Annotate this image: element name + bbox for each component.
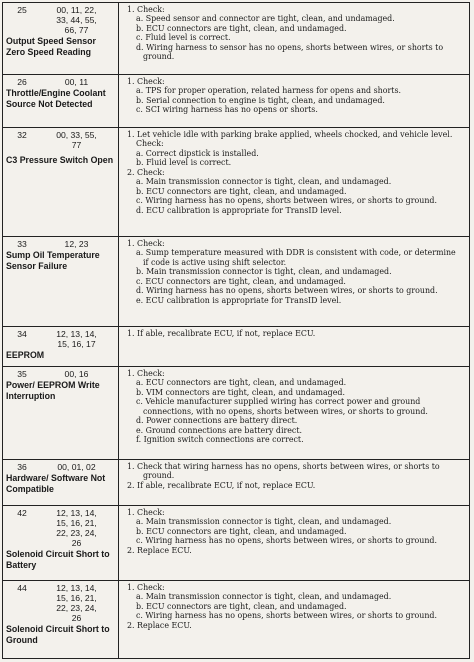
- code-cell: [3, 506, 119, 580]
- procedure-line: 2. If able, recalibrate ECU, if not, replace ECU.: [127, 480, 316, 490]
- procedure-line: 1. Check:: [127, 508, 165, 517]
- code-description: Hardware/ Software Not Compatible: [6, 473, 106, 494]
- procedure-line: b. Main transmission connector is tight, clean, and undamaged.: [136, 267, 392, 277]
- table-row: [3, 581, 469, 658]
- procedure-line: ground.: [143, 471, 175, 481]
- main-code: 34: [17, 329, 27, 339]
- procedure-line: 1. Check that wiring harness has no opens, shorts between wires, or shorts to: [127, 462, 440, 471]
- sub-codes: 00, 01, 02: [57, 462, 96, 472]
- procedure-line: c. SCI wiring harness has no opens or shorts.: [136, 105, 318, 115]
- main-code: 26: [17, 77, 27, 87]
- procedure-line: e. Ground connections are battery direct.: [136, 425, 303, 435]
- sub-codes: 12, 13, 14, 15, 16, 21, 22, 23, 24, 26: [56, 583, 97, 623]
- code-description: C3 Pressure Switch Open: [6, 155, 114, 165]
- sub-codes: 12, 13, 14, 15, 16, 21, 22, 23, 24, 26: [56, 508, 97, 548]
- check-procedure: [119, 237, 469, 326]
- code-cell: [3, 128, 119, 236]
- main-code: 32: [17, 130, 27, 140]
- procedure-line: a. Main transmission connector is tight, clean, and undamaged.: [136, 517, 392, 527]
- check-procedure: [119, 581, 469, 658]
- diagnostic-code-table: [2, 2, 470, 659]
- procedure-line: c. Wiring harness has no opens, shorts between wires, or shorts to ground.: [136, 536, 437, 546]
- code-description: Output Speed Sensor Zero Speed Reading: [6, 36, 96, 57]
- table-row: [3, 3, 469, 75]
- main-code: 35: [17, 369, 27, 379]
- table-row: [3, 128, 469, 237]
- code-cell: [3, 327, 119, 366]
- procedure-line: b. Serial connection to engine is tight, clean, and undamaged.: [136, 95, 385, 105]
- procedure-line: a. ECU connectors are tight, clean, and undamaged.: [136, 378, 347, 388]
- procedure-line: 1. If able, recalibrate ECU, if not, replace ECU.: [127, 329, 316, 338]
- procedure-line: d. Wiring harness has no opens, shorts between wires, or shorts to ground.: [136, 286, 438, 296]
- table-row: [3, 75, 469, 128]
- code-description: Throttle/Engine Coolant Source Not Detected: [6, 88, 106, 109]
- main-code: 42: [17, 508, 27, 518]
- procedure-line: a. TPS for proper operation, related harness for opens and shorts.: [136, 86, 401, 96]
- sub-codes: 12, 23: [64, 239, 89, 249]
- procedure-line: 1. Check:: [127, 77, 165, 86]
- code-description: EEPROM: [6, 350, 45, 360]
- check-procedure: [119, 506, 469, 580]
- procedure-line: c. Wiring harness has no opens, shorts between wires, or shorts to ground.: [136, 611, 437, 621]
- table-row: [3, 460, 469, 506]
- code-cell: [3, 367, 119, 459]
- procedure-line: 2. Replace ECU.: [127, 620, 192, 630]
- check-procedure: [119, 460, 469, 505]
- code-cell: [3, 3, 119, 74]
- check-procedure: [119, 128, 469, 236]
- procedure-line: b. ECU connectors are tight, clean, and undamaged.: [136, 526, 347, 536]
- table-row: [3, 367, 469, 460]
- main-code: 36: [17, 462, 27, 472]
- procedure-line: 1. Check:: [127, 239, 165, 248]
- sub-codes: 00, 16: [64, 369, 89, 379]
- procedure-line: c. ECU connectors are tight, clean, and undamaged.: [136, 276, 346, 286]
- procedure-line: b. ECU connectors are tight, clean, and undamaged.: [136, 186, 347, 196]
- code-description: Sump Oil Temperature Sensor Failure: [6, 250, 100, 271]
- procedure-line: connections, with no opens, shorts between wires, or shorts to ground.: [143, 406, 428, 416]
- procedure-line: c. Wiring harness has no opens, shorts between wires, or shorts to ground.: [136, 196, 437, 206]
- code-cell: [3, 237, 119, 326]
- procedure-line: e. ECU calibration is appropriate for TransID level.: [136, 295, 342, 305]
- procedure-line: b. Fluid level is correct.: [136, 158, 232, 168]
- procedure-line: b. ECU connectors are tight, clean, and undamaged.: [136, 601, 347, 611]
- procedure-line: 2. Replace ECU.: [127, 545, 192, 555]
- check-procedure: [119, 3, 469, 74]
- procedure-line: a. Main transmission connector is tight, clean, and undamaged.: [136, 177, 392, 187]
- procedure-line: f. Ignition switch connections are correct.: [136, 435, 304, 445]
- procedure-line: 1. Check:: [127, 369, 165, 378]
- sub-codes: 12, 13, 14, 15, 16, 17: [56, 329, 97, 349]
- procedure-line: d. Power connections are battery direct.: [136, 416, 298, 426]
- code-description: Solenoid Circuit Short to Ground: [6, 624, 110, 645]
- table-row: [3, 237, 469, 327]
- sub-codes: 00, 33, 55, 77: [56, 130, 97, 150]
- code-cell: [3, 460, 119, 505]
- procedure-line: c. Fluid level is correct.: [136, 33, 231, 43]
- procedure-line: ground.: [143, 52, 175, 62]
- code-cell: [3, 581, 119, 658]
- check-procedure: [119, 367, 469, 459]
- table-row: [3, 506, 469, 581]
- code-description: Solenoid Circuit Short to Battery: [6, 549, 110, 570]
- main-code: 44: [17, 583, 27, 593]
- procedure-line: 1. Let vehicle idle with parking brake applied, wheels chocked, and vehicle level.: [127, 130, 453, 139]
- code-cell: [3, 75, 119, 127]
- procedure-line: a. Correct dipstick is installed.: [136, 148, 259, 158]
- procedure-line: a. Main transmission connector is tight, clean, and undamaged.: [136, 592, 392, 602]
- procedure-line: a. Sump temperature measured with DDR is consistent with code, or determine: [136, 248, 456, 258]
- procedure-line: Check:: [136, 139, 164, 149]
- procedure-line: c. Vehicle manufacturer supplied wiring has correct power and ground: [136, 397, 421, 407]
- sub-codes: 00, 11, 22, 33, 44, 55, 66, 77: [56, 5, 97, 35]
- procedure-line: d. Wiring harness to sensor has no opens, shorts between wires, or shorts to: [136, 42, 444, 52]
- code-description: Power/ EEPROM Write Interruption: [6, 380, 100, 401]
- procedure-line: b. ECU connectors are tight, clean, and undamaged.: [136, 23, 347, 33]
- procedure-line: 2. Check:: [127, 167, 165, 177]
- check-procedure: [119, 75, 469, 127]
- sub-codes: 00, 11: [64, 77, 89, 87]
- procedure-line: 1. Check:: [127, 5, 165, 14]
- procedure-line: 1. Check:: [127, 583, 165, 592]
- procedure-line: a. Speed sensor and connector are tight, clean, and undamaged.: [136, 14, 395, 24]
- procedure-line: if code is active using shift selector.: [143, 257, 287, 267]
- main-code: 33: [17, 239, 27, 249]
- procedure-line: b. VIM connectors are tight, clean, and undamaged.: [136, 387, 345, 397]
- table-row: [3, 327, 469, 367]
- check-procedure: [119, 327, 469, 366]
- procedure-line: d. ECU calibration is appropriate for TransID level.: [136, 205, 342, 215]
- main-code: 25: [17, 5, 27, 15]
